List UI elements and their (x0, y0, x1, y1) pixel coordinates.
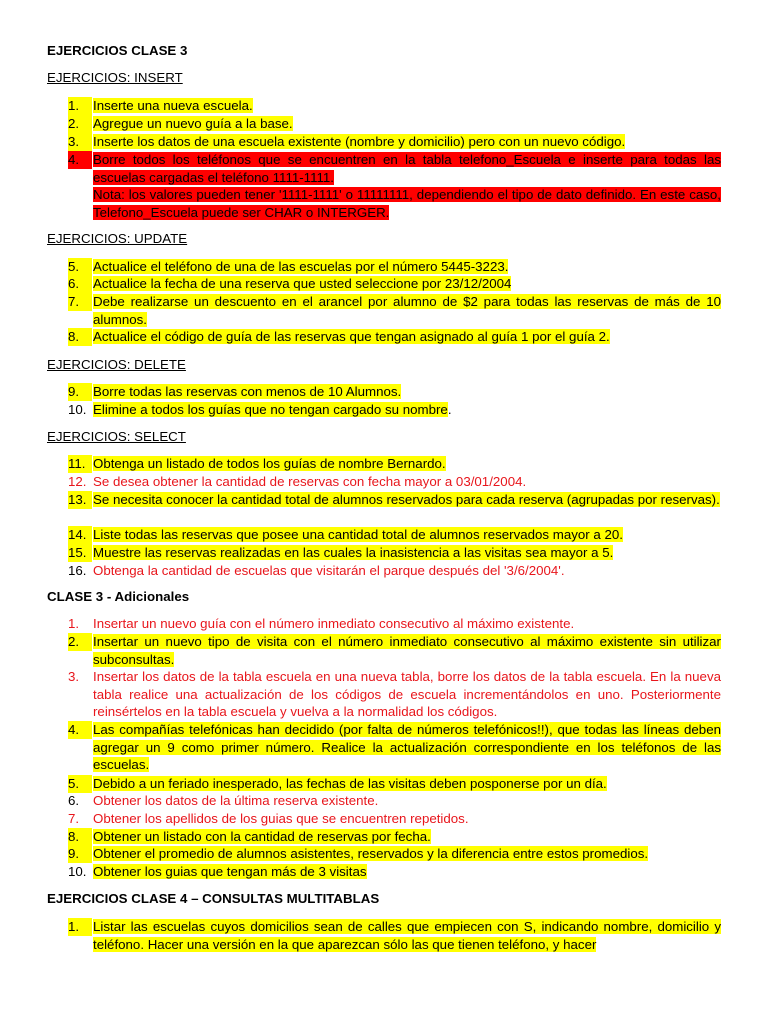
item-number: 7. (68, 293, 92, 311)
heading-select: EJERCICIOS: SELECT (47, 429, 186, 444)
item-text: Inserte los datos de una escuela existente (nombre y domicilio) pero con un nuevo código. (93, 134, 626, 149)
item-note: Nota: los valores pueden tener '1111-1111' o 11111111, dependiendo el tipo de dato definido. En este caso, Telefono_Escuela puede ser CHAR o INTERGER. (93, 187, 721, 221)
item-text: Actualice el código de guía de las reservas que tengan asignado al guía 1 por el guía 2. (93, 329, 610, 344)
item-number: 6. (68, 275, 92, 293)
item-text: Obtenga un listado de todos los guías de nombre Bernardo. (93, 456, 446, 471)
item-text: Borre todos los teléfonos que se encuentren en la tabla telefono_Escuela e inserte para todas las escuelas cargadas el teléfono 1111-1111. (93, 152, 721, 185)
item-number: 4. (68, 721, 92, 739)
item-text: Debe realizarse un descuento en el arancel por alumno de $2 para todas las reservas de más de 10 alumnos. (93, 294, 721, 327)
heading-delete: EJERCICIOS: DELETE (47, 357, 186, 372)
item-number: 8. (68, 828, 92, 846)
item-number: 10. (68, 402, 87, 417)
item-number: 5. (68, 775, 92, 793)
item-number: 13. (68, 491, 92, 509)
item-number: 3. (68, 669, 80, 684)
heading-adicionales: CLASE 3 - Adicionales (47, 589, 190, 604)
item-number: 9. (68, 845, 92, 863)
item-text: Borre todas las reservas con menos de 10 Alumnos. (93, 384, 402, 399)
document-page: EJERCICIOS CLASE 3 EJERCICIOS: INSERT 1. Inserte una nueva escuela. 2. Agregue un nuevo guía a la base. 3. Inserte los datos de una escuela existente (nombre y domicilio) pero con un nuevo código. 4. Borre todos los teléfonos que se encuentren en la tabla telefono_Escuela e inserte para todas las escuelas cargadas el teléfono 1111-1111. Nota: los valores pueden tener '1111-1111' o 11111111, dependiendo el tipo de dato definido. En este caso, Telefono_Escuela puede ser CHAR o INTERGER. EJERCICIOS: UPDATE 5. Actualice el teléfono de una de las escuelas por el número 5445-3223. 6. Actualice la fecha de una reserva que usted seleccione por 23/12/2004 7. Debe realizarse un descuento en el arancel por alumno de $2 para todas las reservas de más de 10 alumnos. 8. Actualice el código de guía de las reservas que tengan asignado al guía 1 por el guía 2. EJERCICIOS: DELETE 9. Borre todas las reservas con menos de 10 Alumnos. 10. Elimine a todos los guías que no tengan cargado su nombre. EJERCICIOS: SELECT 11. Obtenga un listado de todos los guías de nombre Bernardo. 12. Se desea obtener la cantidad de reservas con fecha mayor a 03/01/2004. 13. Se necesita conocer la cantidad total de alumnos reservados para cada reserva (agrupadas por reservas). 14. Liste todas las reservas que posee una cantidad total de alumnos reservados mayor a 20. 15. Muestre las reservas realizadas en las cuales la inasistencia a las visitas sea mayor a 5. 16. Obtenga la cantidad de escuelas que visitarán el parque después del '3/6/2004'. CLASE 3 - Adicionales 1. Insertar un nuevo guía con el número inmediato consecutivo al máximo existente. 2. Insertar un nuevo tipo de visita con el número inmediato consecutivo al máximo existente sin utilizar subconsultas. 3. Insertar los datos de la tabla escuela en una nueva tabla, borre los datos de la tabla escuela. En la nueva tabla realice una actualización de los códigos de escuela incrementándolos en uno. Posteriormente reinsértelos en la tabla escuela y vuelva a la normalidad los códigos. 4. Las compañías telefónicas han decidido (por falta de números telefónicos!!), que todas las líneas deben agregar un 9 como primer número. Realice la actualización correspondiente en los teléfonos de las escuelas. 5. Debido a un feriado inesperado, las fechas de las visitas deben posponerse por un día. 6. Obtener los datos de la última reserva existente. 7. Obtener los apellidos de los guias que se encuentren repetidos. 8. Obtener un listado con la cantidad de reservas por fecha. 9. Obtener el promedio de alumnos asistentes, reservados y la diferencia entre estos promedios. 10. Obtener los guias que tengan más de 3 visitas EJERCICIOS CLASE 4 – CONSULTAS MULTITABLAS 1. Listar las escuelas cuyos domicilios sean de calles que empiecen con S, indicando nombre, domicilio y teléfono. Hacer una versión en la que aparezcan sólo las que tienen teléfono, y hacer (47, 43, 721, 952)
item-text: Actualice la fecha de una reserva que usted seleccione por 23/12/2004 (93, 276, 512, 291)
item-number: 16. (68, 563, 87, 578)
item-text: Obtener un listado con la cantidad de reservas por fecha. (93, 829, 431, 844)
item-number: 11. (68, 455, 92, 473)
item-number: 7. (68, 811, 80, 826)
item-number: 3. (68, 133, 92, 151)
heading-update: EJERCICIOS: UPDATE (47, 231, 188, 246)
item-number: 12. (68, 474, 87, 489)
item-text: Insertar un nuevo tipo de visita con el número inmediato consecutivo al máximo existente sin utilizar subconsultas. (93, 634, 721, 667)
item-text: Listar las escuelas cuyos domicilios sean de calles que empiecen con S, indicando nombre, domicilio y teléfono. Hacer una versión en la que aparezcan sólo las que tienen teléfono, y hacer (93, 919, 721, 952)
item-number: 1. (68, 97, 92, 115)
item-text: Las compañías telefónicas han decidido (por falta de números telefónicos!!), que todas las líneas deben agregar un 9 como primer número. Realice la actualización correspondiente en los teléfonos de las escuelas. (93, 722, 721, 773)
item-text: Liste todas las reservas que posee una cantidad total de alumnos reservados mayor a 20. (93, 527, 623, 542)
item-number: 8. (68, 328, 92, 346)
heading-clase-4: EJERCICIOS CLASE 4 – CONSULTAS MULTITABLAS (47, 891, 380, 906)
item-number: 9. (68, 383, 92, 401)
item-number: 1. (68, 616, 80, 631)
item-text: Insertar un nuevo guía con el número inmediato consecutivo al máximo existente. (93, 616, 575, 631)
item-text: Debido a un feriado inesperado, las fechas de las visitas deben posponerse por un día. (93, 776, 607, 791)
heading-insert: EJERCICIOS: INSERT (47, 70, 183, 85)
item-text: Muestre las reservas realizadas en las cuales la inasistencia a las visitas sea mayor a 5. (93, 545, 614, 560)
item-number: 2. (68, 633, 92, 651)
item-text: Obtener los apellidos de los guias que se encuentren repetidos. (93, 811, 469, 826)
item-number: 15. (68, 544, 92, 562)
item-text: Obtenga la cantidad de escuelas que visitarán el parque después del '3/6/2004'. (93, 563, 565, 578)
item-text: Se desea obtener la cantidad de reservas con fecha mayor a 03/01/2004. (93, 474, 527, 489)
item-text: Obtener el promedio de alumnos asistentes, reservados y la diferencia entre estos promedios. (93, 846, 649, 861)
item-text: Insertar los datos de la tabla escuela en una nueva tabla, borre los datos de la tabla escuela. En la nueva tabla realice una actualización de los códigos de escuela incrementándolos en uno. Posteriormente reinsértelos en la tabla escuela y vuelva a la normalidad los códigos. (93, 669, 721, 720)
item-text: Inserte una nueva escuela. (93, 98, 253, 113)
item-number: 4. (68, 151, 92, 169)
item-text: Se necesita conocer la cantidad total de alumnos reservados para cada reserva (agrupadas por reservas). (93, 492, 720, 507)
item-text: Obtener los datos de la última reserva existente. (93, 793, 379, 808)
item-number: 6. (68, 793, 80, 808)
item-number: 10. (68, 864, 87, 879)
item-number: 2. (68, 115, 92, 133)
item-number: 5. (68, 258, 92, 276)
item-text: Elimine a todos los guías que no tengan cargado su nombre (93, 402, 448, 417)
item-number: 1. (68, 918, 92, 936)
item-number: 14. (68, 526, 92, 544)
title-clase-3: EJERCICIOS CLASE 3 (47, 43, 188, 58)
item-text: Obtener los guias que tengan más de 3 visitas (93, 864, 367, 879)
item-text: Actualice el teléfono de una de las escuelas por el número 5445-3223. (93, 259, 509, 274)
item-text: Agregue un nuevo guía a la base. (93, 116, 293, 131)
